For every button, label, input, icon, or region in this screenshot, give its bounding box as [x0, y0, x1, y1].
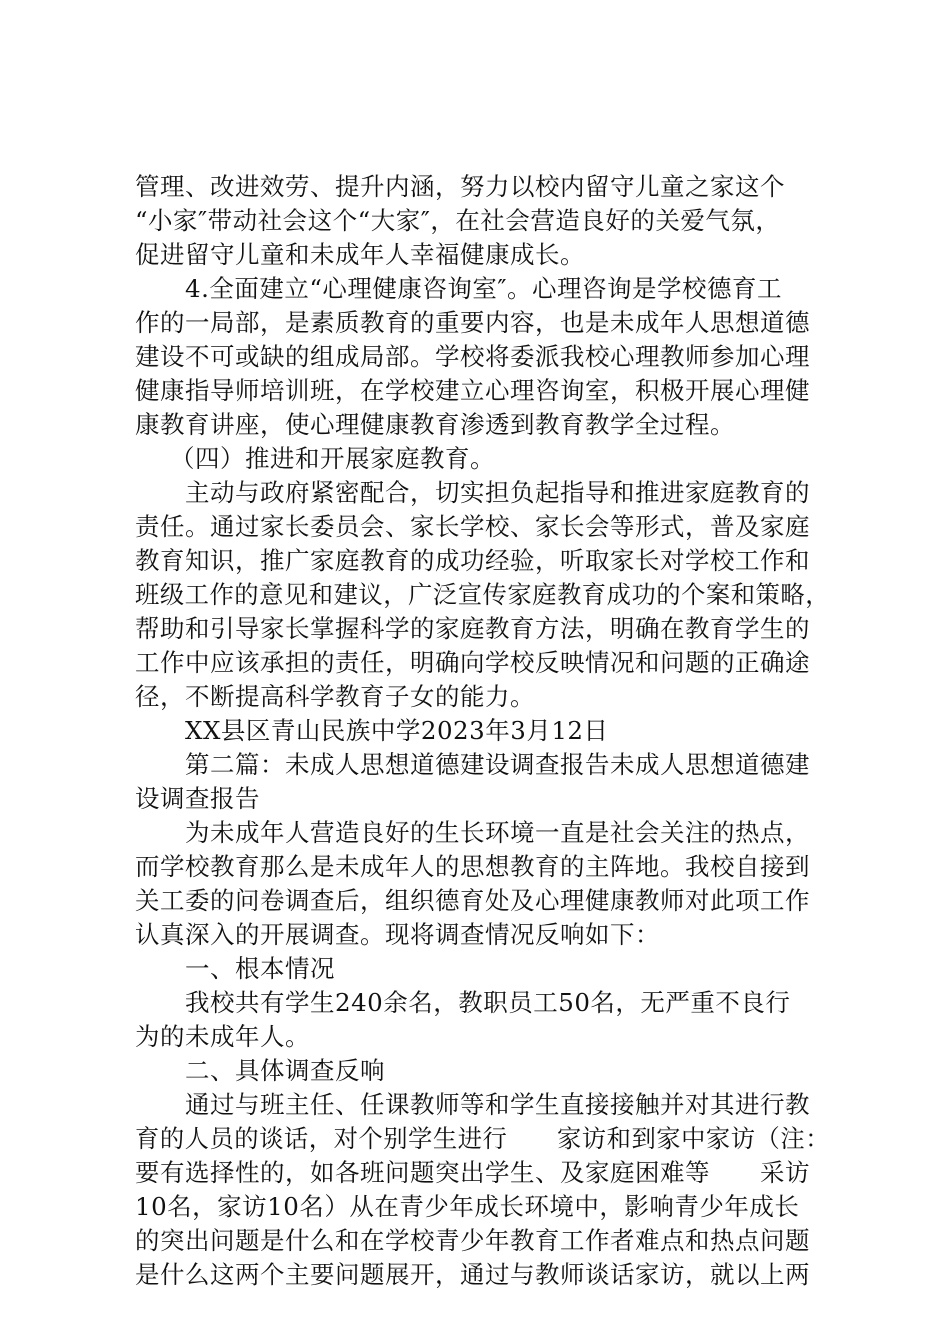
text-line: 工作中应该承担的责任，明确向学校反映情况和问题的正确途 [135, 648, 810, 677]
text-line: 10名，家访10名）从在青少年成长环境中，影响青少年成长 [135, 1192, 800, 1221]
text-line: 认真深入的开展调查。现将调查情况反响如下： [135, 920, 660, 949]
text-line: 教育知识，推广家庭教育的成功经验，听取家长对学校工作和 [135, 546, 810, 575]
text-line: 主动与政府紧密配合，切实担负起指导和推进家庭教育的 [185, 478, 810, 507]
text-line: 4.全面建立“心理健康咨询室″。心理咨询是学校德育工 [185, 274, 783, 303]
text-line: “小家″带动社会这个“大家″，在社会营造良好的关爱气氛， [135, 206, 781, 235]
text-line: 为的未成年人。 [135, 1022, 310, 1051]
text-line: 为未成年人营造良好的生长环境一直是社会关注的热点， [185, 818, 810, 847]
text-line: 作的一局部，是素质教育的重要内容，也是未成年人思想道德 [135, 308, 810, 337]
text-line: 设调查报告 [135, 784, 260, 813]
text-line: 育的人员的谈话，对个别学生进行 家访和到家中家访（注： [135, 1124, 831, 1153]
text-line: 建设不可或缺的组成局部。学校将委派我校心理教师参加心理 [135, 342, 810, 371]
section-heading: 第二篇：未成人思想道德建设调查报告未成人思想道德建 [185, 750, 810, 779]
text-line: 通过与班主任、任课教师等和学生直接接触并对其进行教 [185, 1090, 810, 1119]
text-line: 班级工作的意见和建议，广泛宣传家庭教育成功的个案和策略， [135, 580, 831, 609]
text-line: 责任。通过家长委员会、家长学校、家长会等形式，普及家庭 [135, 512, 810, 541]
signature-line: XX县区青山民族中学2023年3月12日 [185, 716, 609, 745]
text-line: 的突出问题是什么和在学校青少年教育工作者难点和热点问题 [135, 1226, 810, 1255]
section-heading: 一、根本情况 [185, 954, 335, 983]
text-line: 是什么这两个主要问题展开，通过与教师谈话家访，就以上两 [135, 1260, 810, 1289]
text-line: 帮助和引导家长掌握科学的家庭教育方法，明确在教育学生的 [135, 614, 810, 643]
text-line: 我校共有学生240余名，教职员工50名，无严重不良行 [185, 988, 791, 1017]
section-heading: 二、具体调查反响 [185, 1056, 385, 1085]
text-line: 健康指导师培训班，在学校建立心理咨询室，积极开展心理健 [135, 376, 810, 405]
text-line: 促进留守儿童和未成年人幸福健康成长。 [135, 240, 585, 269]
text-line: 康教育讲座，使心理健康教育渗透到教育教学全过程。 [135, 410, 735, 439]
text-line: 关工委的问卷调查后，组织德育处及心理健康教师对此项工作 [135, 886, 810, 915]
section-heading: （四）推进和开展家庭教育。 [170, 444, 495, 473]
text-line: 径，不断提高科学教育子女的能力。 [135, 682, 535, 711]
text-line: 管理、改进效劳、提升内涵，努力以校内留守儿童之家这个 [135, 172, 785, 201]
text-line: 要有选择性的，如各班问题突出学生、及家庭困难等 采访 [135, 1158, 810, 1187]
text-line: 而学校教育那么是未成年人的思想教育的主阵地。我校自接到 [135, 852, 810, 881]
